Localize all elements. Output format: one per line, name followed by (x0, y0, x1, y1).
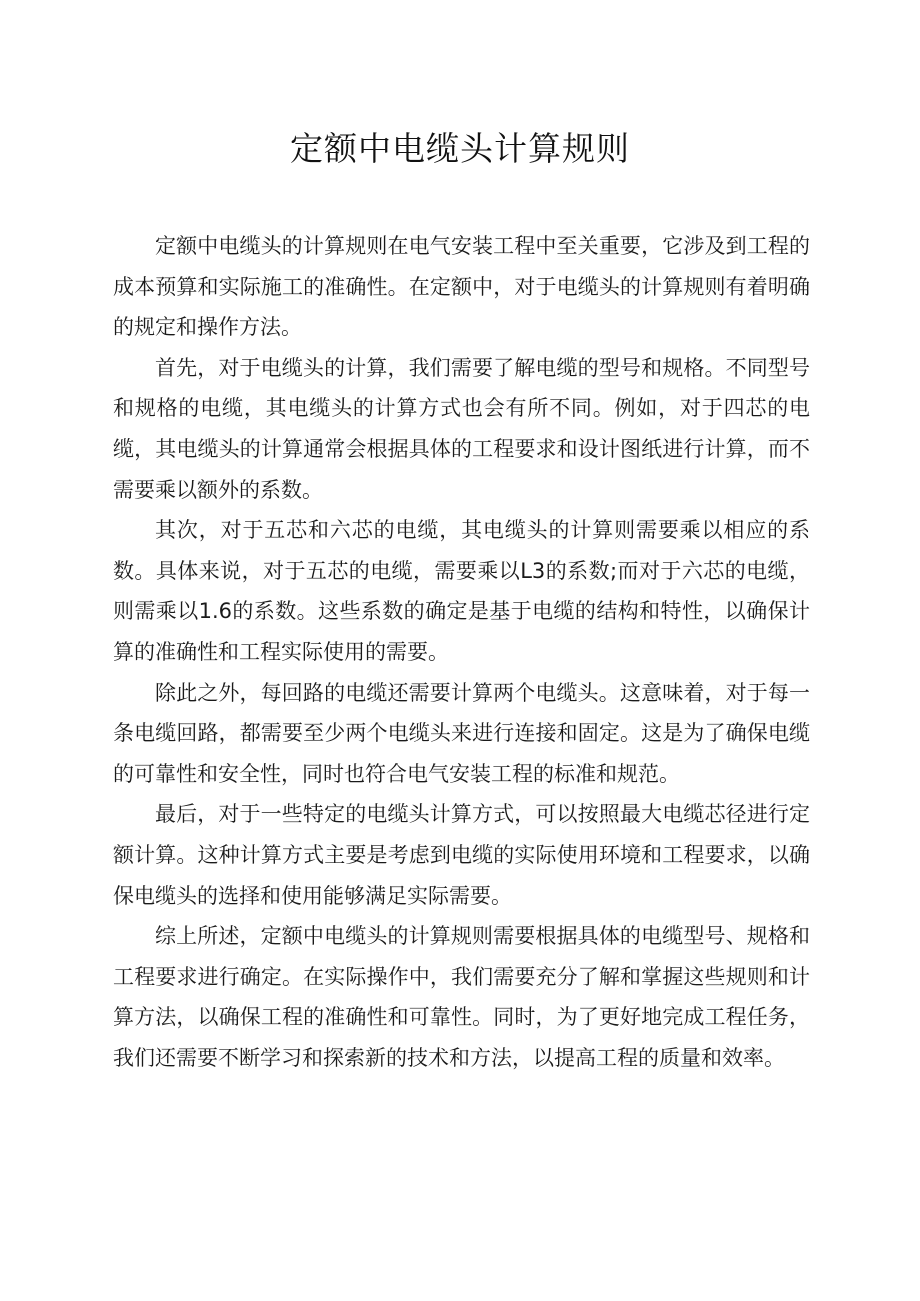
paragraph-first: 首先，对于电缆头的计算，我们需要了解电缆的型号和规格。不同型号和规格的电缆，其电缆头的计算方式也会有所不同。例如，对于四芯的电缆，其电缆头的计算通常会根据具体的工程要求和设计图纸进行计算，而不需要乘以额外的系数。 (113, 355, 810, 502)
paragraph-fourth: 最后，对于一些特定的电缆头计算方式，可以按照最大电缆芯径进行定额计算。这种计算方式主要是考虑到电缆的实际使用环境和工程要求，以确保电缆头的选择和使用能够满足实际需要。 (113, 802, 810, 908)
paragraph-conclusion: 综上所述，定额中电缆头的计算规则需要根据具体的电缆型号、规格和工程要求进行确定。在实际操作中，我们需要充分了解和掌握这些规则和计算方法，以确保工程的准确性和可靠性。同时，为了更好地完成工程任务，我们还需要不断学习和探索新的技术和方法，以提高工程的质量和效率。 (113, 924, 810, 1070)
page-title: 定额中电缆头计算规则 (290, 129, 630, 168)
paragraph-intro: 定额中电缆头的计算规则在电气安装工程中至关重要，它涉及到工程的成本预算和实际施工的准确性。在定额中，对于电缆头的计算规则有着明确的规定和操作方法。 (113, 234, 810, 340)
document-body (113, 226, 810, 1078)
paragraph-second: 其次，对于五芯和六芯的电缆，其电缆头的计算则需要乘以相应的系数。具体来说，对于五芯的电缆，需要乘以L3的系数;而对于六芯的电缆，则需乘以1.6的系数。这些系数的确定是基于电缆的结构和特性，以确保计算的准确性和工程实际使用的需要。 (113, 518, 810, 664)
paragraph-third: 除此之外，每回路的电缆还需要计算两个电缆头。这意味着，对于每一条电缆回路，都需要至少两个电缆头来进行连接和固定。这是为了确保电缆的可靠性和安全性，同时也符合电气安装工程的标准和规范。 (113, 680, 810, 786)
